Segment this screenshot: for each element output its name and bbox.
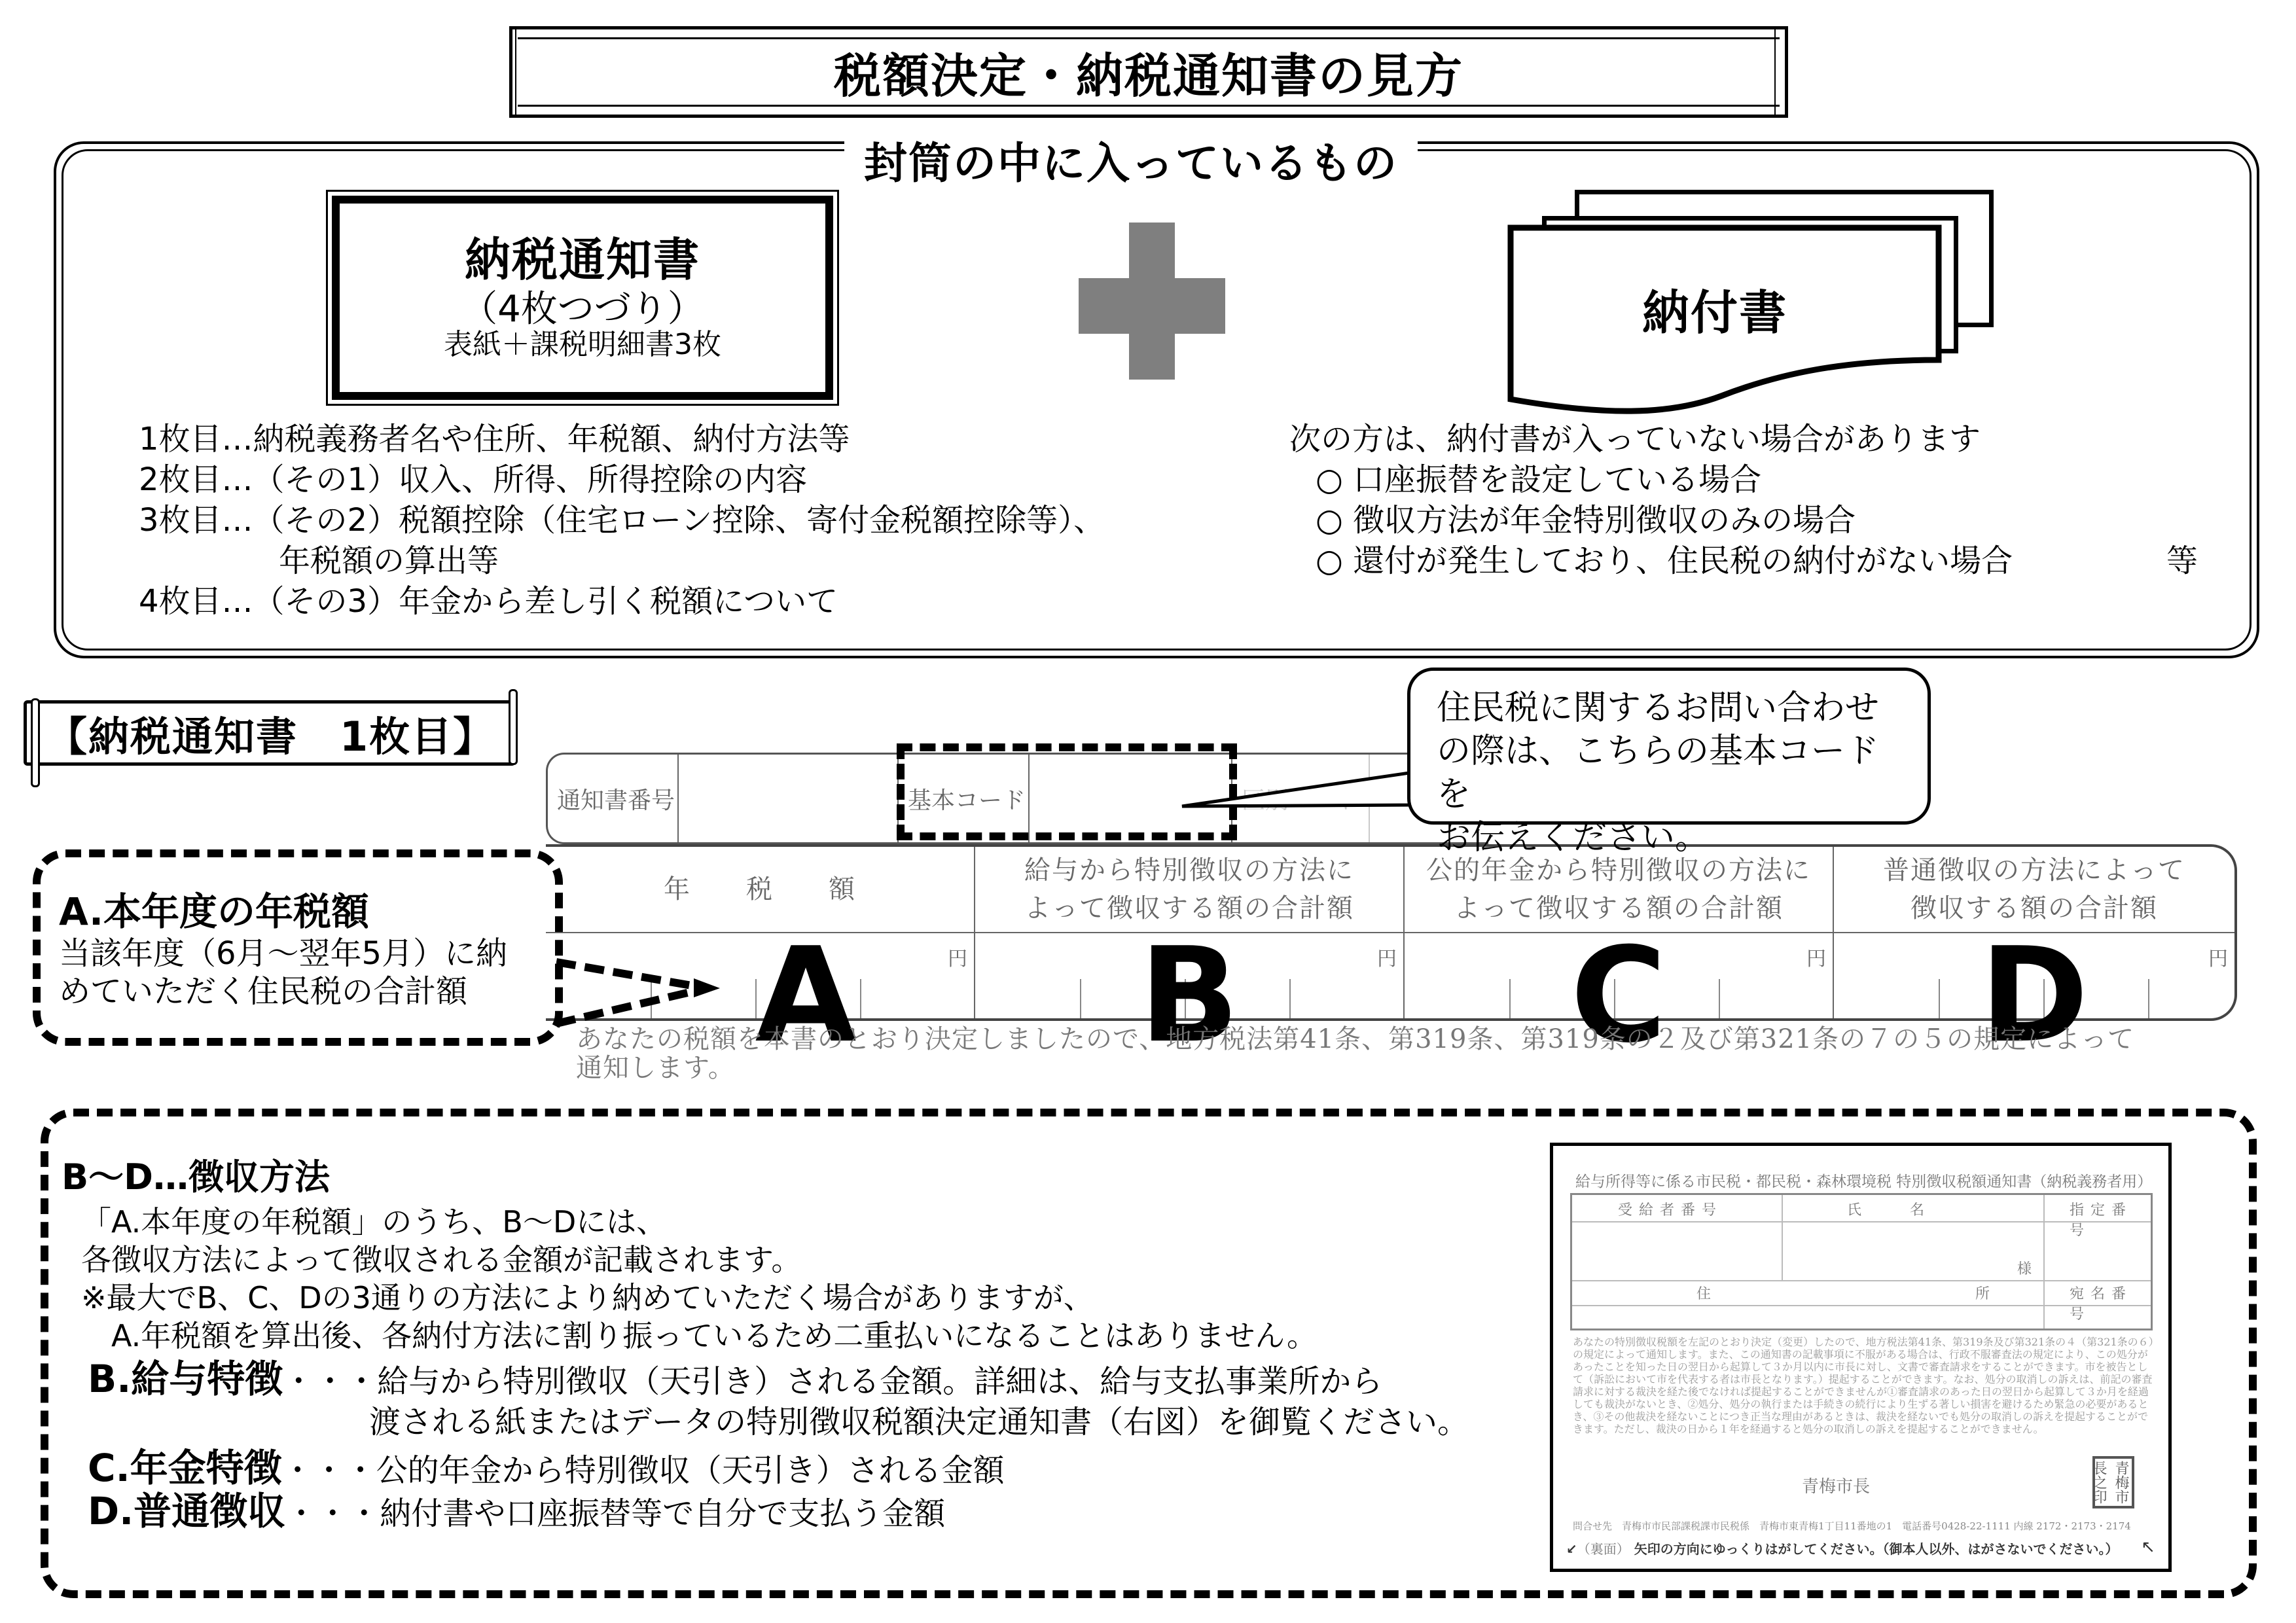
sheet-item-4: 4枚目…（その3）年金から差し引く税額について	[139, 583, 838, 620]
annual-tax-desc: 当該年度（6月～翌年5月）に納 めていただく住民税の合計額	[59, 935, 508, 1010]
notice-number-value	[679, 755, 899, 842]
mini-doc-legal-text: あなたの特別徴収税額を左記のとおり決定（変更）したので、地方税法第41条、第319条及び第321条の４（第321条の６）の規定によって通知します。また、この通知書の記載事項に不服がある場合は、行政不服審査法の規定により、この処分があったことを知った日の翌日から起算して３か月以内に市長に対し、文書で審査請求をすることができます。市を被告として（訴訟において市を代表する者は市長となります。）提起することができます。なお、処分の取消しの訴えは、前記の審査請求に対する裁決を経た後でなければ提起することができませんが①審査請求のあった日の翌日から起算して３か月を経過しても裁決がないとき、②処分、処分の執行または手続きの続行により生ずる著しい損害を避けるため緊急の必要があるとき、③その他裁決を経ないことにつき正当な理由があるときは、裁決を経ないでも処分の取消しの訴えを提起することができます。ただし、裁決の日から１年を経過すると処分の取消しの訴えを提起することができません。	[1573, 1336, 2154, 1435]
sheet-item-3-cont: 年税額の算出等	[279, 543, 499, 579]
arrow-down-left-icon: ↙	[1566, 1541, 1577, 1557]
sheet-item-3: 3枚目…（その2）税額控除（住宅ローン控除、寄付金税額控除等）、	[139, 502, 1105, 539]
method-b: B.給与特徴・・・給与から特別徴収（天引き）される金額。詳細は、給与支払事業所から	[88, 1357, 1383, 1401]
notice-number-label: 通知書番号	[548, 755, 679, 842]
tax-notice-box	[326, 190, 839, 406]
special-collection-notice-image	[1550, 1143, 2172, 1572]
annual-tax-header: 年 税 額	[546, 847, 974, 933]
no-slip-case-3	[1289, 541, 2198, 581]
no-slip-intro: 次の方は、納付書が入っていない場合があります	[1289, 421, 1981, 457]
sheet-item-2: 2枚目…（その1）収入、所得、所得控除の内容	[139, 461, 808, 498]
section-label: 【納税通知書 1枚目】	[24, 700, 516, 766]
no-slip-case-1: ○ 口座振替を設定している場合	[1316, 461, 1762, 498]
tax-notice-detail: 表紙＋課税明細書3枚	[444, 328, 721, 362]
collection-methods-content: B～D…徴収方法 「A.本年度の年税額」のうち、B～Dには、 各徴収方法によって徴収される金額が記載されます。 ※最大でB、C、Dの3通りの方法により納めていただく場合がありますが、 A.年税額を算出後、各納付方法に割り振っているため二重払いになることはありません。 B.給与特徴・・・給与から特別徴収（天引き）される金額。詳細は、給与支払事業所から 渡される紙またはデータの特別徴収税額決定通知書（右図）を御覧ください。 C.年金特徴・・・公的年金から特別徴収（天引き）される金額 D.普通徴収・・・納付書や口座振替等で自分で支払う金額	[62, 1152, 1469, 1534]
yen-unit: 円	[1377, 948, 1397, 971]
annual-tax-title: A.本年度の年税額	[59, 889, 369, 934]
plus-icon-bar	[1079, 278, 1225, 334]
marker-b: B	[1139, 919, 1240, 1072]
marker-c: C	[1570, 919, 1667, 1072]
form-legal-text: あなたの税額を本書のとおり決定しましたので、地方税法第41条、第319条、第319条の２及び第321条の７の５の規定によって 通知します。	[576, 1024, 2135, 1083]
a-pointer	[556, 942, 726, 1034]
salary-withholding-header: 給与から特別徴収の方法に よって徴収する額の合計額	[975, 847, 1403, 933]
basic-code-label: 基本コード	[899, 755, 1030, 842]
no-payment-slip-cases	[1289, 419, 2198, 581]
tax-notice-subtitle: （4枚つづり）	[461, 287, 704, 330]
mini-doc-title: 給与所得等に係る市民税・都民税・森林環境税 特別徴収税額通知書（納税義務者用）	[1575, 1173, 2153, 1190]
mayor-seal-icon: 青梅市長之印	[2092, 1456, 2134, 1508]
collection-methods-title: B～D…徴収方法	[62, 1156, 330, 1198]
column-pension-withholding	[1405, 847, 1834, 1072]
method-b-cont: 渡される紙またはデータの特別徴収税額決定通知書（右図）を御覧ください。	[369, 1404, 1469, 1440]
tax-notice-title: 納税通知書	[465, 232, 700, 287]
payment-slip-label: 納付書	[1641, 285, 1787, 340]
marker-a: A	[755, 919, 857, 1072]
no-slip-case-3-text: ○ 還付が発生しており、住民税の納付がない場合	[1316, 543, 2013, 579]
yen-unit: 円	[1806, 948, 1826, 971]
pension-withholding-header: 公的年金から特別徴収の方法に よって徴収する額の合計額	[1405, 847, 1833, 933]
annual-tax-explanation	[33, 849, 563, 1046]
arrow-up-left-icon: ↖	[2141, 1537, 2155, 1557]
method-c: C.年金特徴・・・公的年金から特別徴収（天引き）される金額	[88, 1446, 1005, 1490]
basic-code-callout: 住民税に関するお問い合わせ の際は、こちらの基本コードを お伝えください。	[1407, 668, 1931, 825]
column-salary-withholding	[975, 847, 1405, 1072]
ordinary-collection-header: 普通徴収の方法によって 徴収する額の合計額	[1834, 847, 2234, 933]
mini-doc-table: 受給者番号 氏 名 指定番号 様 住 所 宛名番号	[1570, 1193, 2153, 1330]
sheet-item-1: 1枚目…納税義務者名や住所、年税額、納付方法等	[139, 421, 850, 457]
method-d: D.普通徴収・・・納付書や口座振替等で自分で支払う金額	[88, 1489, 946, 1533]
no-slip-etc: 等	[2166, 543, 2198, 579]
yen-unit: 円	[948, 948, 967, 971]
no-slip-case-2: ○ 徴収方法が年金特別徴収のみの場合	[1316, 502, 1856, 539]
mini-doc-mayor: 青梅市長	[1802, 1477, 1871, 1497]
mini-doc-contact: 問合せ先 青梅市市民部課税課市民税係 青梅市東青梅1丁目11番地の1 電話番号0428-22-1111 内線 2172・2173・2174	[1573, 1520, 2131, 1532]
marker-d: D	[1979, 919, 2089, 1072]
yen-unit: 円	[2208, 948, 2228, 971]
mini-doc-peel-instruction: ↙（裏面） 矢印の方向にゆっくりはがしてください。（御本人以外、はがさないでください。）	[1566, 1541, 2119, 1557]
callout-pointer	[1178, 766, 1427, 844]
column-ordinary-collection	[1834, 847, 2234, 1072]
page-title-banner	[509, 26, 1788, 118]
sheet-list	[139, 419, 1105, 622]
page-title: 税額決定・納税通知書の見方	[518, 37, 1780, 107]
envelope-contents-heading: 封筒の中に入っているもの	[844, 128, 1418, 190]
